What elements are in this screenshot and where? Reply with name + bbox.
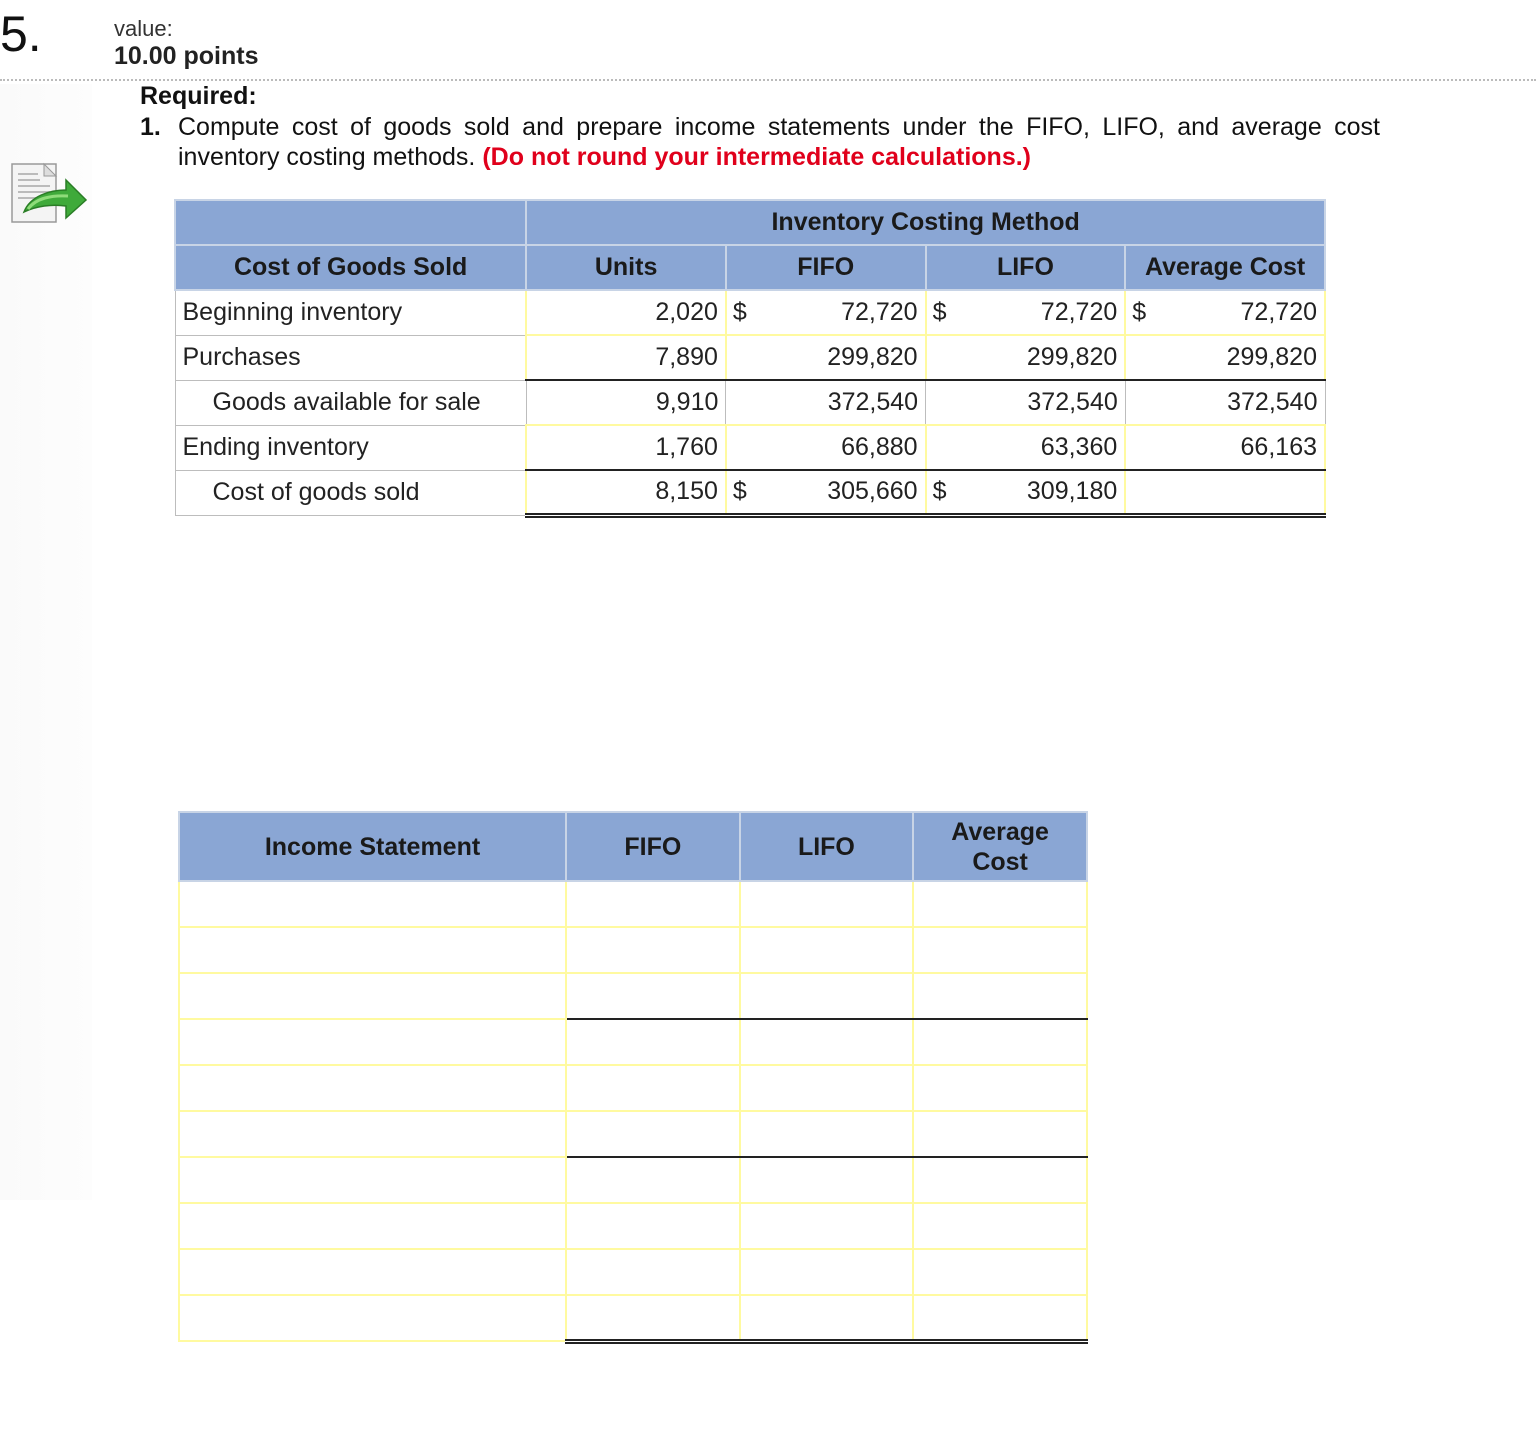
average-cost-input[interactable] <box>913 973 1087 1019</box>
left-margin-bar <box>0 84 92 1200</box>
lifo-input[interactable] <box>740 1203 914 1249</box>
col-header-fifo: FIFO <box>566 812 740 881</box>
income-label-input[interactable] <box>179 881 566 927</box>
row-label: Beginning inventory <box>175 290 526 335</box>
lifo-input[interactable] <box>740 927 914 973</box>
fifo-input[interactable] <box>566 1065 740 1111</box>
average-cost-input[interactable] <box>913 1019 1087 1065</box>
units-input[interactable]: 7,890 <box>526 335 726 380</box>
row-goods-available <box>175 380 1325 425</box>
lifo-input[interactable]: $ 72,720 <box>926 290 1126 335</box>
col-header-lifo: LIFO <box>926 245 1126 290</box>
average-cost-input[interactable] <box>913 1249 1087 1295</box>
row-label: Goods available for sale <box>175 380 526 425</box>
income-label-input[interactable] <box>179 1203 566 1249</box>
units-input[interactable]: 2,020 <box>526 290 726 335</box>
income-statement-table <box>178 811 1088 1344</box>
dollar-sign: $ <box>932 477 947 506</box>
dollar-sign: $ <box>732 477 747 506</box>
income-statement-rows <box>179 881 1087 1341</box>
header-separator <box>0 79 1536 81</box>
col-header-income-statement: Income Statement <box>179 812 566 881</box>
units-input[interactable]: 8,150 <box>526 470 726 515</box>
income-row <box>179 927 1087 973</box>
lifo-input[interactable] <box>740 973 914 1019</box>
income-row <box>179 1295 1087 1341</box>
average-cost-input[interactable] <box>913 1203 1087 1249</box>
income-label-input[interactable] <box>179 1019 566 1065</box>
fifo-input[interactable] <box>566 1295 740 1341</box>
lifo-input[interactable] <box>740 1249 914 1295</box>
income-label-input[interactable] <box>179 1157 566 1203</box>
row-label: Ending inventory <box>175 425 526 470</box>
rounding-warning: (Do not round your intermediate calculations.) <box>482 143 1032 171</box>
income-label-input[interactable] <box>179 1295 566 1341</box>
average-cost-input[interactable] <box>913 1065 1087 1111</box>
fifo-input[interactable] <box>566 1111 740 1157</box>
value-label: value: <box>114 16 173 41</box>
units-value: 9,910 <box>526 380 726 425</box>
units-input[interactable]: 1,760 <box>526 425 726 470</box>
average-cost-input[interactable]: $ 72,720 <box>1125 290 1325 335</box>
instruction-text: Compute cost of goods sold and prepare income statements under the FIFO, LIFO, and average cost inventory costing methods. <box>178 113 1380 171</box>
col-header-average-cost: Average Cost <box>913 812 1087 881</box>
average-cost-input[interactable] <box>1125 470 1325 515</box>
row-label: Cost of goods sold <box>175 470 526 515</box>
fifo-input[interactable] <box>566 1157 740 1203</box>
income-row <box>179 1111 1087 1157</box>
average-cost-value: 372,540 <box>1125 380 1325 425</box>
dollar-sign: $ <box>1132 298 1147 326</box>
fifo-input[interactable]: 66,880 <box>726 425 926 470</box>
dollar-sign: $ <box>732 298 747 326</box>
col-header-fifo: FIFO <box>726 245 926 290</box>
fifo-input[interactable] <box>566 927 740 973</box>
lifo-input[interactable]: 63,360 <box>926 425 1126 470</box>
average-cost-input[interactable] <box>913 881 1087 927</box>
row-ending-inventory <box>175 425 1325 470</box>
lifo-value: 372,540 <box>926 380 1126 425</box>
item-number: 1. <box>140 113 161 141</box>
col-header-lifo: LIFO <box>740 812 914 881</box>
fifo-input[interactable]: 299,820 <box>726 335 926 380</box>
green-arrow-icon <box>10 160 90 226</box>
income-row <box>179 1157 1087 1203</box>
fifo-input[interactable] <box>566 1203 740 1249</box>
income-row <box>179 1019 1087 1065</box>
cogs-blank-header <box>175 200 526 245</box>
lifo-input[interactable]: 299,820 <box>926 335 1126 380</box>
costing-method-header: Inventory Costing Method <box>526 200 1325 245</box>
cogs-table <box>174 199 1326 518</box>
row-label: Purchases <box>175 335 526 380</box>
average-cost-input[interactable] <box>913 1157 1087 1203</box>
fifo-input[interactable]: $ 305,660 <box>726 470 926 515</box>
fifo-input[interactable] <box>566 1249 740 1295</box>
col-header-average-cost: Average Cost <box>1125 245 1325 290</box>
average-cost-input[interactable] <box>913 1111 1087 1157</box>
income-row <box>179 1249 1087 1295</box>
lifo-input[interactable] <box>740 1157 914 1203</box>
lifo-input[interactable]: $ 309,180 <box>926 470 1126 515</box>
lifo-input[interactable] <box>740 1019 914 1065</box>
income-row <box>179 1065 1087 1111</box>
average-cost-input[interactable]: 299,820 <box>1125 335 1325 380</box>
fifo-input[interactable] <box>566 1019 740 1065</box>
fifo-value: 372,540 <box>726 380 926 425</box>
lifo-input[interactable] <box>740 1065 914 1111</box>
fifo-input[interactable] <box>566 881 740 927</box>
question-page-icon[interactable] <box>10 160 90 226</box>
average-cost-input[interactable]: 66,163 <box>1125 425 1325 470</box>
income-row <box>179 881 1087 927</box>
fifo-input[interactable] <box>566 973 740 1019</box>
col-header-cogs: Cost of Goods Sold <box>175 245 526 290</box>
income-row <box>179 1203 1087 1249</box>
col-header-units: Units <box>526 245 726 290</box>
income-label-input[interactable] <box>179 1065 566 1111</box>
points-value: 10.00 points <box>114 42 259 70</box>
fifo-input[interactable]: $ 72,720 <box>726 290 926 335</box>
average-cost-input[interactable] <box>913 1295 1087 1341</box>
income-label-input[interactable] <box>179 927 566 973</box>
income-label-input[interactable] <box>179 1249 566 1295</box>
average-cost-input[interactable] <box>913 927 1087 973</box>
income-row <box>179 973 1087 1019</box>
row-cost-of-goods-sold <box>175 470 1325 515</box>
income-label-input[interactable] <box>179 973 566 1019</box>
income-label-input[interactable] <box>179 1111 566 1157</box>
row-beginning-inventory <box>175 290 1325 335</box>
lifo-input[interactable] <box>740 881 914 927</box>
row-purchases <box>175 335 1325 380</box>
lifo-input[interactable] <box>740 1295 914 1341</box>
question-number: 5. <box>0 6 42 62</box>
required-label: Required: <box>140 82 257 110</box>
dollar-sign: $ <box>932 298 947 326</box>
lifo-input[interactable] <box>740 1111 914 1157</box>
instruction <box>140 112 1380 172</box>
